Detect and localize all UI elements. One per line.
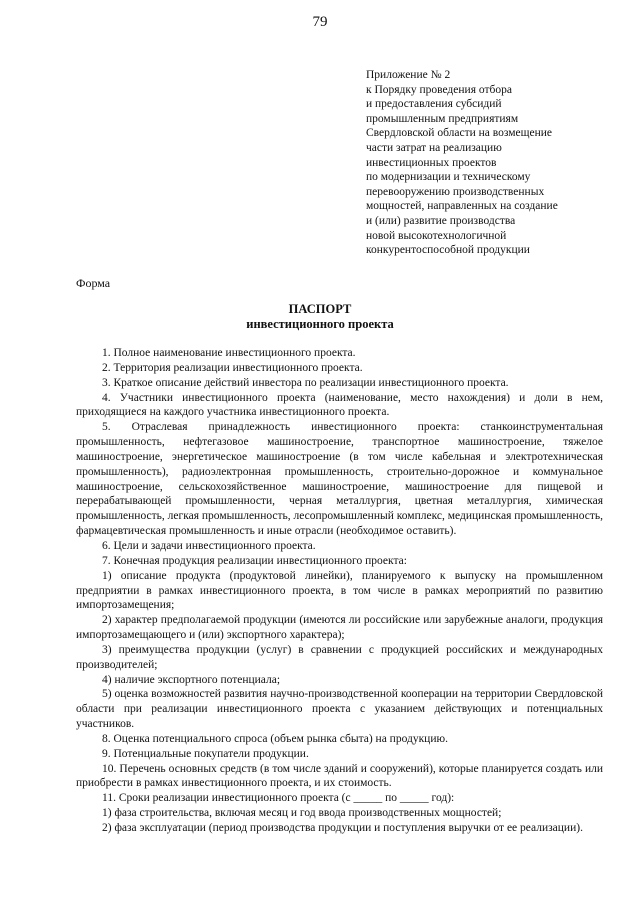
document-title bbox=[0, 302, 640, 332]
appendix-line: Свердловской области на возмещение bbox=[366, 127, 553, 140]
appendix-line: перевооружению производственных bbox=[366, 185, 545, 198]
list-item: 9. Потенциальные покупатели продукции. bbox=[102, 747, 309, 760]
title-main: ПАСПОРТ bbox=[288, 302, 352, 316]
list-item: 7. Конечная продукция реализации инвестиционного проекта: bbox=[102, 554, 407, 567]
list-item: 5) оценка возможностей развития научно-производственной кооперации на территории Свердловской области при реализации инвестиционного проекта с указанием действующих и потенциальных участников. bbox=[76, 688, 603, 731]
list-item: 4) наличие экспортного потенциала; bbox=[102, 673, 281, 686]
list-item: 8. Оценка потенциального спроса (объем рынка сбыта) на продукцию. bbox=[102, 732, 448, 745]
appendix-line: к Порядку проведения отбора bbox=[366, 83, 512, 96]
appendix-line: по модернизации и техническому bbox=[366, 171, 531, 184]
list-item: 1) фаза строительства, включая месяц и год ввода производственных мощностей; bbox=[102, 807, 502, 820]
appendix-line: новой высокотехнологичной bbox=[366, 229, 507, 242]
list-item: 10. Перечень основных средств (в том числе зданий и сооружений), которые планируется создать или приобрести в рамках инвестиционного проекта, и их стоимость. bbox=[76, 762, 603, 790]
appendix-line: Приложение № 2 bbox=[366, 69, 451, 81]
appendix-line: и (или) развитие производства bbox=[366, 214, 516, 227]
appendix-line: мощностей, направленных на создание bbox=[366, 200, 558, 213]
title-sub: инвестиционного проекта bbox=[246, 317, 394, 331]
list-item: 6. Цели и задачи инвестиционного проекта. bbox=[102, 539, 316, 552]
appendix-line: конкурентоспособной продукции bbox=[366, 244, 530, 257]
list-item: 2) характер предполагаемой продукции (имеются ли российские или зарубежные аналоги, продукция импортозамещающего и (или) экспортного характера); bbox=[76, 614, 603, 642]
list-item: 3. Краткое описание действий инвестора по реализации инвестиционного проекта. bbox=[102, 376, 509, 389]
list-item: 11. Сроки реализации инвестиционного проекта (с _____ по _____ год): bbox=[102, 792, 455, 805]
list-item: 2. Территория реализации инвестиционного проекта. bbox=[102, 361, 363, 374]
appendix-line: и предоставления субсидий bbox=[366, 98, 502, 111]
list-item: 1. Полное наименование инвестиционного проекта. bbox=[102, 347, 356, 359]
appendix-header bbox=[366, 68, 628, 258]
appendix-line: инвестиционных проектов bbox=[366, 156, 497, 169]
appendix-line: промышленным предприятиям bbox=[366, 112, 519, 125]
appendix-line: части затрат на реализацию bbox=[366, 141, 502, 154]
list-item: 5. Отраслевая принадлежность инвестиционного проекта: станкоинструментальная промышленность, нефтегазовое машиностроение, транспортное машиностроение, тяжелое машиностроение, энергетическое машиностроение (в том числе кабельная и электротехническая промышленность), радиоэлектронная промышленность, строительно-дорожное и коммунальное машиностроение, сельскохозяйственное машиностроение, машиностроение для пищевой и перерабатывающей промышленности, черная металлургия, цветная металлургия, химическая промышленность, легкая промышленность, лесопромышленный комплекс, медицинская промышленность, фармацевтическая промышленность и иные отрасли (необходимое оставить). bbox=[76, 421, 603, 538]
list-item: 4. Участники инвестиционного проекта (наименование, место нахождения) и доли в нем, приходящиеся на каждого участника инвестиционного проекта. bbox=[76, 391, 603, 419]
list-item: 3) преимущества продукции (услуг) в сравнении с продукцией российских и международных производителей; bbox=[76, 643, 603, 671]
list-item: 1) описание продукта (продуктовой линейки), планируемого к выпуску на промышленном предприятии в рамках инвестиционного проекта, в том числе в рамках мероприятий по развитию импортозамещения; bbox=[76, 569, 603, 612]
page-number: 79 bbox=[312, 14, 328, 30]
form-label: Форма bbox=[76, 276, 111, 290]
list-item: 2) фаза эксплуатации (период производства продукции и поступления выручки от ее реализации). bbox=[102, 822, 583, 834]
passport-items bbox=[76, 346, 603, 836]
